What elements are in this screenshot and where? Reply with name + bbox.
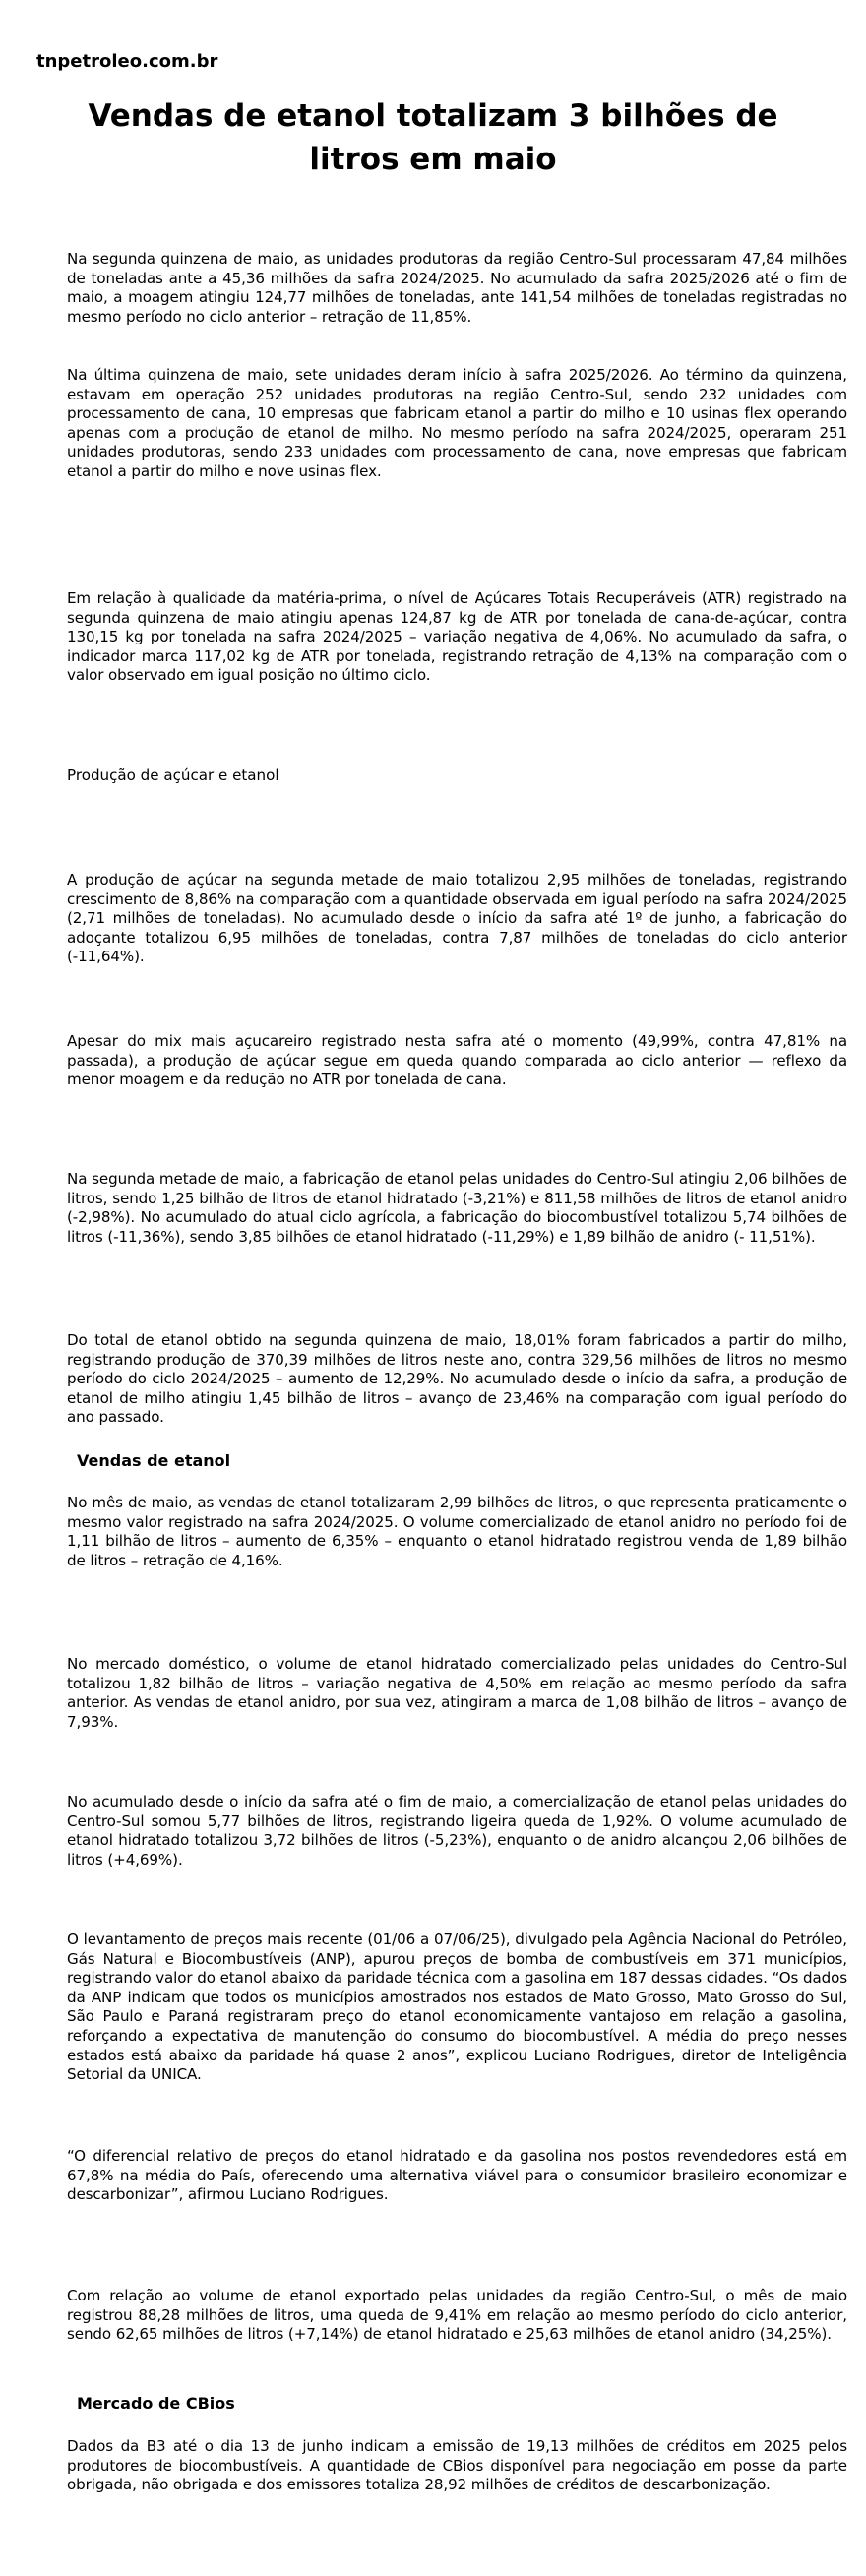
section-heading-cbios: Mercado de CBios: [77, 2394, 235, 2413]
article-paragraph: A produção de açúcar na segunda metade de maio totalizou 2,95 milhões de toneladas, registrando crescimento de 8,86% na comparação com a quantidade observada em igual período na safra 2024/2025 (2,71 milhões de toneladas). No acumulado desde o início da safra até 1º de junho, a fabricação do adoçante totalizou 6,95 milhões de toneladas, contra 7,87 milhões de toneladas do ciclo anterior (-11,64%).: [67, 871, 847, 966]
article-paragraph: No acumulado desde o início da safra até o fim de maio, a comercialização de etanol pelas unidades do Centro-Sul somou 5,77 bilhões de litros, registrando ligeira queda de 1,92%. O volume acumulado de etanol hidratado totalizou 3,72 bilhões de litros (-5,23%), enquanto o de anidro alcançou 2,06 bilhões de litros (+4,69%).: [67, 1793, 847, 1869]
article-paragraph: Dados da B3 até o dia 13 de junho indicam a emissão de 19,13 milhões de créditos em 2025 pelos produtores de biocombustíveis. A quantidade de CBios disponível para negociação em posse da parte obrigada, não obrigada e dos emissores totaliza 28,92 milhões de créditos de descarbonização.: [67, 2437, 847, 2494]
subsection-label: Produção de açúcar e etanol: [67, 767, 279, 784]
section-heading-vendas: Vendas de etanol: [77, 1451, 231, 1470]
article-paragraph: O levantamento de preços mais recente (01/06 a 07/06/25), divulgado pela Agência Nacional do Petróleo, Gás Natural e Biocombustíveis (ANP), apurou preços de bomba de combustíveis em 371 municípios, registrando valor do etanol abaixo da paridade técnica com a gasolina em 187 dessas cidades. “Os dados da ANP indicam que todos os municípios amostrados nos estados de Mato Grosso, Mato Grosso do Sul, São Paulo e Paraná registraram preço do etanol economicamente vantajoso em relação a gasolina, reforçando a expectativa de manutenção do consumo do biocombustível. A média do preço nesses estados está abaixo da paridade há quase 2 anos”, explicou Luciano Rodrigues, diretor de Inteligência Setorial da UNICA.: [67, 1931, 847, 2084]
article-paragraph: Na segunda quinzena de maio, as unidades produtoras da região Centro-Sul processaram 47,84 milhões de toneladas ante a 45,36 milhões da safra 2024/2025. No acumulado da safra 2025/2026 até o fim de maio, a moagem atingiu 124,77 milhões de toneladas, ante 141,54 milhões de toneladas registradas no mesmo período no ciclo anterior – retração de 11,85%.: [67, 250, 847, 326]
article-paragraph: Do total de etanol obtido na segunda quinzena de maio, 18,01% foram fabricados a partir do milho, registrando produção de 370,39 milhões de litros neste ano, contra 329,56 milhões de litros no mesmo período do ciclo 2024/2025 – aumento de 12,29%. No acumulado desde o início da safra, a produção de etanol de milho atingiu 1,45 bilhão de litros – avanço de 23,46% na comparação com igual período do ano passado.: [67, 1331, 847, 1427]
article-paragraph: No mês de maio, as vendas de etanol totalizaram 2,99 bilhões de litros, o que representa praticamente o mesmo valor registrado na safra 2024/2025. O volume comercializado de etanol anidro no período foi de 1,11 bilhão de litros – aumento de 6,35% – enquanto o etanol hidratado registrou venda de 1,89 bilhão de litros – retração de 4,16%.: [67, 1494, 847, 1569]
article-paragraph: Na segunda metade de maio, a fabricação de etanol pelas unidades do Centro-Sul atingiu 2,06 bilhões de litros, sendo 1,25 bilhão de litros de etanol hidratado (-3,21%) e 811,58 milhões de litros de etanol anidro (-2,98%). No acumulado do atual ciclo agrícola, a fabricação do biocombustível totalizou 5,74 bilhões de litros (-11,36%), sendo 3,85 bilhões de etanol hidratado (-11,29%) e 1,89 bilhão de anidro (- 11,51%).: [67, 1170, 847, 1246]
site-name: tnpetroleo.com.br: [36, 51, 218, 72]
article-paragraph: Em relação à qualidade da matéria-prima, o nível de Açúcares Totais Recuperáveis (ATR) registrado na segunda quinzena de maio atingiu apenas 124,87 kg de ATR por tonelada de cana-de-açúcar, contra 130,15 kg por tonelada na safra 2024/2025 – variação negativa de 4,06%. No acumulado da safra, o indicador marca 117,02 kg de ATR por tonelada, registrando retração de 4,13% na comparação com o valor observado em igual posição no último ciclo.: [67, 589, 847, 685]
article-paragraph: Apesar do mix mais açucareiro registrado nesta safra até o momento (49,99%, contra 47,81% na passada), a produção de açúcar segue em queda quando comparada ao ciclo anterior — reflexo da menor moagem e da redução no ATR por tonelada de cana.: [67, 1032, 847, 1089]
article-paragraph: No mercado doméstico, o volume de etanol hidratado comercializado pelas unidades do Centro-Sul totalizou 1,82 bilhão de litros – variação negativa de 4,50% em relação ao mesmo período da safra anterior. As vendas de etanol anidro, por sua vez, atingiram a marca de 1,08 bilhão de litros – avanço de 7,93%.: [67, 1655, 847, 1731]
article-title: Vendas de etanol totalizam 3 bilhões de litros em maio: [88, 98, 778, 177]
article-paragraph: Com relação ao volume de etanol exportado pelas unidades da região Centro-Sul, o mês de maio registrou 88,28 milhões de litros, uma queda de 9,41% em relação ao mesmo período do ciclo anterior, sendo 62,65 milhões de litros (+7,14%) de etanol hidratado e 25,63 milhões de etanol anidro (34,25%).: [67, 2287, 847, 2344]
article-paragraph: “O diferencial relativo de preços do etanol hidratado e da gasolina nos postos revendedores está em 67,8% na média do País, oferecendo uma alternativa viável para o consumidor brasileiro economizar e descarbonizar”, afirmou Luciano Rodrigues.: [67, 2147, 847, 2204]
article-paragraph: Na última quinzena de maio, sete unidades deram início à safra 2025/2026. Ao término da quinzena, estavam em operação 252 unidades produtoras na região Centro-Sul, sendo 232 unidades com processamento de cana, 10 empresas que fabricam etanol a partir do milho e 10 usinas flex operando apenas com a produção de etanol de milho. No mesmo período na safra 2024/2025, operaram 251 unidades produtoras, sendo 233 unidades com processamento de cana, nove empresas que fabricam etanol a partir do milho e nove usinas flex.: [67, 366, 847, 480]
